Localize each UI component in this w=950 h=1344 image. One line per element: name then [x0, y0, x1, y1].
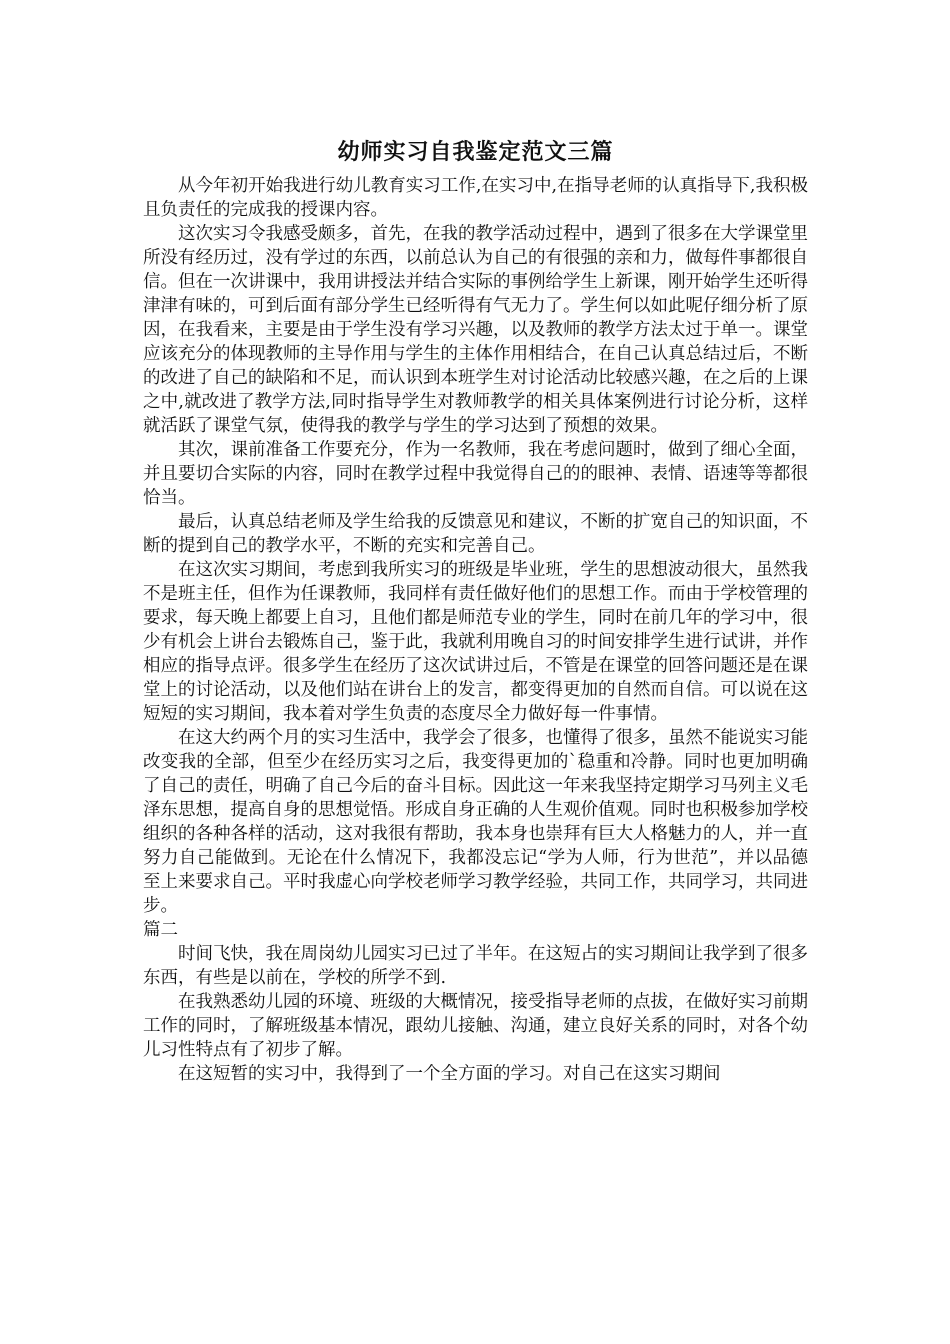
paragraph: 在这大约两个月的实习生活中，我学会了很多，也懂得了很多，虽然不能说实习能改变我的全部，但至少在经历实习之后，我变得更加的`稳重和冷静。同时也更加明确了自己的责任，明确了自己今后的奋斗目标。因此这一年来我坚持定期学习马列主义毛泽东思想，提高自身的思想觉悟。形成自身正确的人生观价值观。同时也积极参加学校组织的各种各样的活动，这对我很有帮助，我本身也崇拜有巨大人格魅力的人，并一直努力自己能做到。无论在什么情况下，我都没忘记“学为人师，行为世范”，并以品德至上来要求自己。平时我虚心向学校老师学习教学经验，共同工作，共同学习，共同进步。 — [143, 728, 808, 916]
paragraph: 最后，认真总结老师及学生给我的反馈意见和建议，不断的扩宽自己的知识面，不断的提到自己的教学水平，不断的充实和完善自己。 — [143, 512, 808, 556]
paragraph: 在我熟悉幼儿园的环境、班级的大概情况，接受指导老师的点拔，在做好实习前期工作的同时，了解班级基本情况，跟幼儿接触、沟通，建立良好关系的同时，对各个幼儿习性特点有了初步了解。 — [143, 992, 808, 1060]
paragraph: 在这次实习期间，考虑到我所实习的班级是毕业班，学生的思想波动很大，虽然我不是班主任，但作为任课教师，我同样有责任做好他们的思想工作。而由于学校管理的要求，每天晚上都要上自习，且他们都是师范专业的学生，同时在前几年的学习中，很少有机会上讲台去锻炼自己，鉴于此，我就利用晚自习的时间安排学生进行试讲，并作相应的指导点评。很多学生在经历了这次试讲过后，不管是在课堂的回答问题还是在课堂上的讨论活动，以及他们站在讲台上的发言，都变得更加的自然而自信。可以说在这短短的实习期间，我本着对学生负责的态度尽全力做好每一件事情。 — [143, 560, 808, 724]
paragraph: 在这短暂的实习中，我得到了一个全方面的学习。对自己在这实习期间 — [178, 1064, 721, 1084]
paragraph: 这次实习令我感受颇多，首先，在我的教学活动过程中，遇到了很多在大学课堂里所没有经历过，没有学过的东西，以前总认为自己的有很强的亲和力，做每件事都很自信。但在一次讲课中，我用讲授法并结合实际的事例给学生上新课，刚开始学生还听得津津有味的，可到后面有部分学生已经听得有气无力了。学生何以如此呢仔细分析了原因，在我看来，主要是由于学生没有学习兴趣，以及教师的教学方法太过于单一。课堂应该充分的体现教师的主导作用与学生的主体作用相结合，在自己认真总结过后，不断的改进了自己的缺陷和不足，而认识到本班学生对讨论活动比较感兴趣，在之后的上课之中,就改进了教学方法,同时指导学生对教师教学的相关具体案例进行讨论分析，这样就活跃了课堂气氛，使得我的教学与学生的学习达到了预想的效果。 — [143, 224, 808, 436]
paragraph: 从今年初开始我进行幼儿教育实习工作,在实习中,在指导老师的认真指导下,我积极且负责任的完成我的授课内容。 — [143, 176, 808, 220]
section-label: 篇二 — [143, 920, 178, 940]
paragraph: 时间飞快，我在周岗幼儿园实习已过了半年。在这短占的实习期间让我学到了很多东西，有些是以前在，学校的所学不到. — [143, 944, 808, 988]
document-page — [143, 134, 808, 1086]
paragraph: 其次，课前准备工作要充分，作为一名教师，我在考虑问题时，做到了细心全面，并且要切合实际的内容，同时在教学过程中我觉得自己的的眼神、表情、语速等等都很恰当。 — [143, 440, 808, 508]
document-title: 幼师实习自我鉴定范文三篇 — [337, 139, 614, 165]
